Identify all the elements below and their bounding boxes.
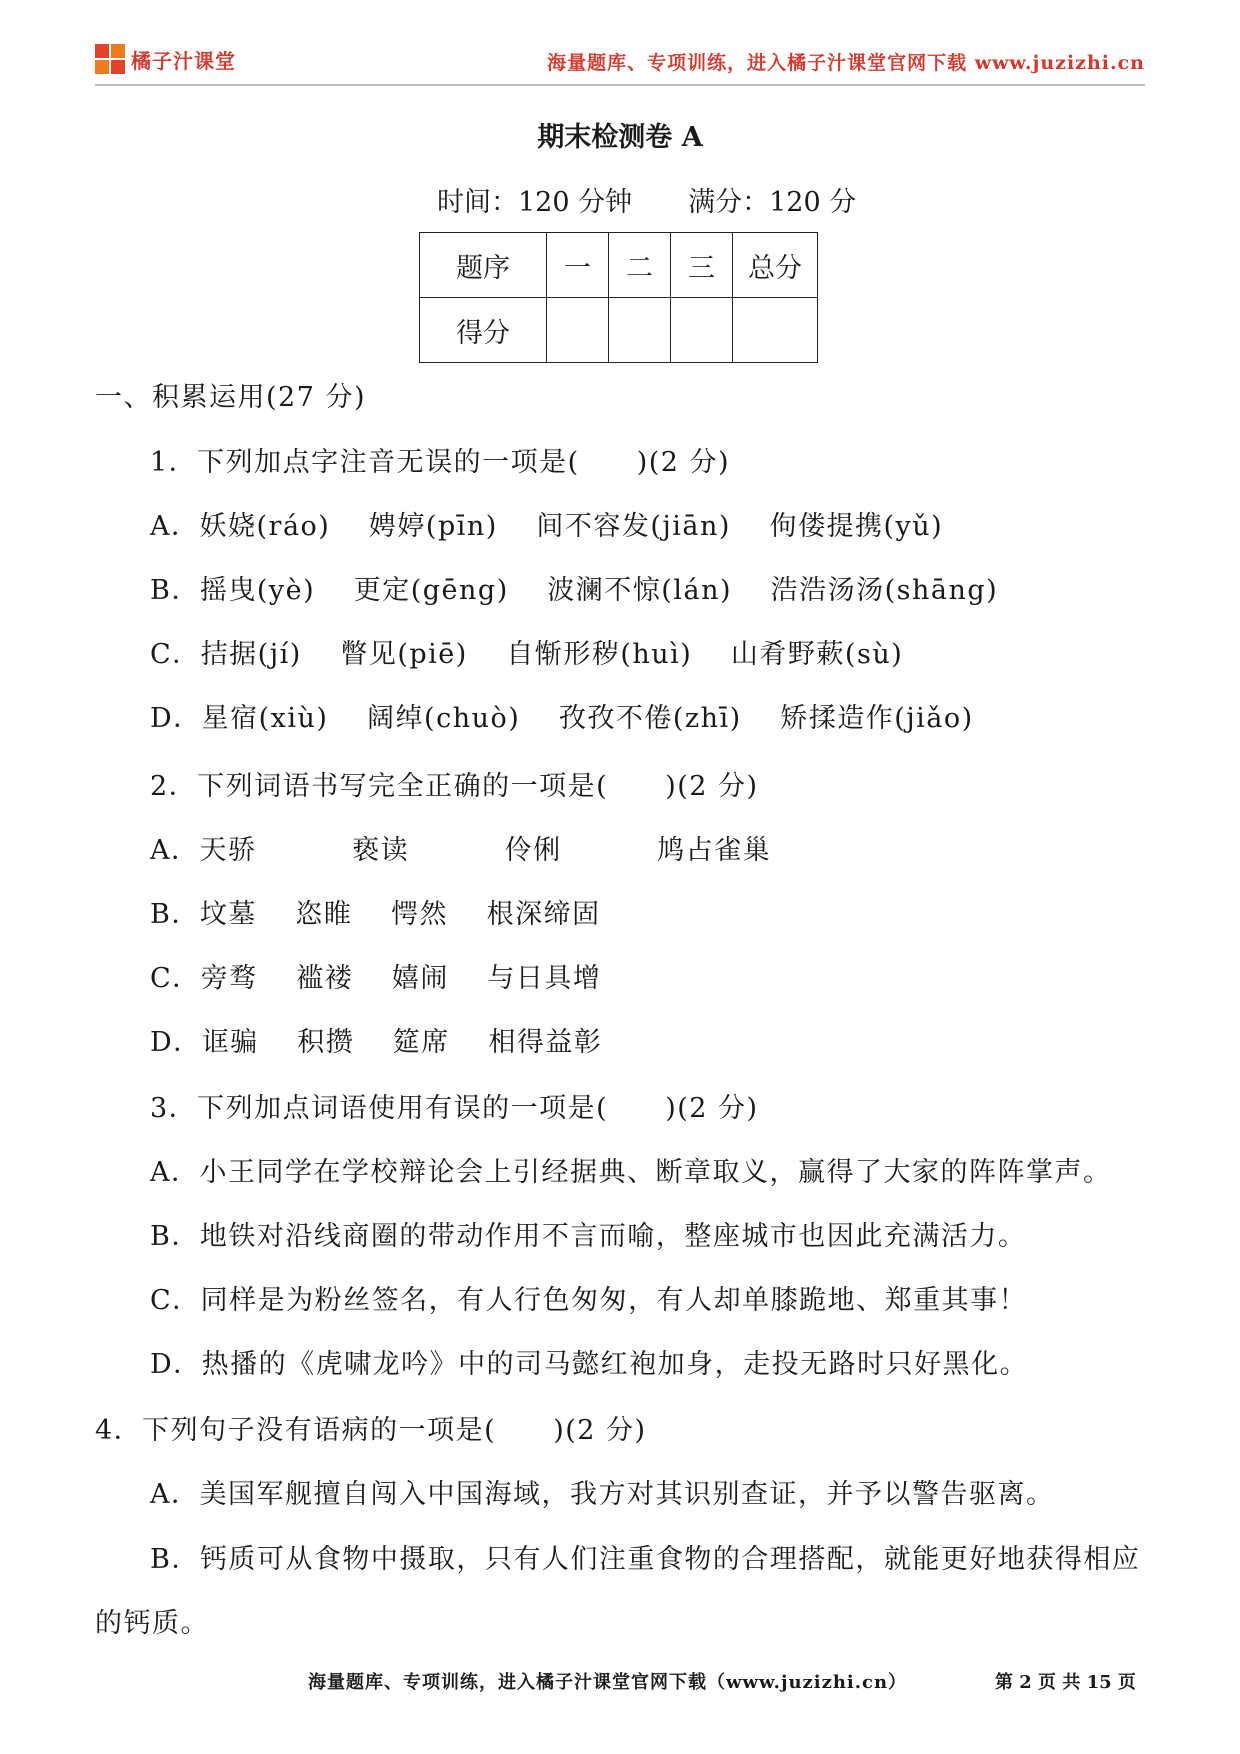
question-1-option-b[interactable]: B．摇曳(yè) 更定(gēng) 波澜不惊(lán) 浩浩汤汤(shāng) [150, 575, 999, 606]
page-header [95, 40, 1145, 80]
question-2-option-c[interactable]: C．旁骛 褴褛 嬉闹 与日具增 [150, 963, 602, 994]
score-table-header-cell: 二 [609, 233, 671, 298]
question-2-stem: 2．下列词语书写完全正确的一项是( )(2 分) [150, 771, 759, 802]
question-1-stem: 1．下列加点字注音无误的一项是( )(2 分) [150, 447, 731, 478]
question-3-option-a[interactable]: A．小王同学在学校辩论会上引经据典、断章取义，赢得了大家的阵阵掌声。 [150, 1157, 1112, 1188]
question-2-option-a[interactable]: A．天骄 亵读 伶俐 鸠占雀巢 [150, 835, 772, 866]
exam-time: 时间：120 分钟 [437, 187, 633, 218]
score-cell-total[interactable] [733, 298, 818, 363]
score-cell-2[interactable] [609, 298, 671, 363]
question-3-option-c[interactable]: C．同样是为粉丝签名，有人行色匆匆，有人却单膝跪地、郑重其事！ [150, 1285, 1028, 1316]
score-table-header-cell: 总分 [733, 233, 818, 298]
footer-slogan[interactable]: 海量题库、专项训练，进入橘子汁课堂官网下载（www.juzizhi.cn） [308, 1672, 908, 1693]
section-1-heading: 一、积累运用(27 分) [95, 382, 367, 413]
question-4-option-b-continued: 的钙质。 [95, 1608, 209, 1639]
score-cell-1[interactable] [547, 298, 609, 363]
question-2-option-d[interactable]: D．诓骗 积攒 筵席 相得益彰 [150, 1027, 603, 1058]
exam-title: 期末检测卷 A [537, 122, 703, 153]
score-row-label: 得分 [420, 298, 547, 363]
score-table-header-cell: 题序 [420, 233, 547, 298]
page-number: 第 2 页 共 15 页 [995, 1672, 1136, 1693]
header-slogan[interactable]: 海量题库、专项训练，进入橘子汁课堂官网下载 www.juzizhi.cn [547, 52, 1145, 74]
question-3-option-b[interactable]: B．地铁对沿线商圈的带动作用不言而喻，整座城市也因此充满活力。 [150, 1221, 1027, 1252]
question-4-option-a[interactable]: A．美国军舰擅自闯入中国海域，我方对其识别查证，并予以警告驱离。 [150, 1479, 1055, 1510]
page-footer [0, 1668, 1240, 1698]
score-table [419, 232, 818, 363]
question-1-option-a[interactable]: A．妖娆(ráo) 娉婷(pīn) 间不容发(jiān) 佝偻提携(yǔ) [150, 511, 944, 542]
score-table-score-row [420, 298, 818, 363]
question-4-option-b[interactable]: B．钙质可从食物中摄取，只有人们注重食物的合理搭配，就能更好地获得相应 [150, 1544, 1141, 1575]
brand-logo[interactable] [95, 44, 236, 74]
question-1-option-c[interactable]: C．拮据(jí) 瞥见(piē) 自惭形秽(huì) 山肴野蔌(sù) [150, 639, 904, 670]
question-4-stem: 4．下列句子没有语病的一项是( )(2 分) [95, 1415, 647, 1446]
exam-meta [437, 180, 856, 219]
question-1-option-d[interactable]: D．星宿(xiù) 阔绰(chuò) 孜孜不倦(zhī) 矫揉造作(jiǎo) [150, 703, 974, 734]
score-table-header-row [420, 233, 818, 298]
question-3-stem: 3．下列加点词语使用有误的一项是( )(2 分) [150, 1093, 759, 1124]
score-table-header-cell: 三 [671, 233, 733, 298]
exam-full-score: 满分：120 分 [688, 187, 857, 218]
question-2-option-b[interactable]: B．坟墓 恣睢 愕然 根深缔固 [150, 899, 601, 930]
score-table-header-cell: 一 [547, 233, 609, 298]
logo-icon [95, 44, 125, 74]
score-cell-3[interactable] [671, 298, 733, 363]
header-divider [95, 84, 1145, 86]
logo-text: 橘子汁课堂 [131, 48, 236, 73]
question-3-option-d[interactable]: D．热播的《虎啸龙吟》中的司马懿红袍加身，走投无路时只好黑化。 [150, 1349, 1029, 1380]
